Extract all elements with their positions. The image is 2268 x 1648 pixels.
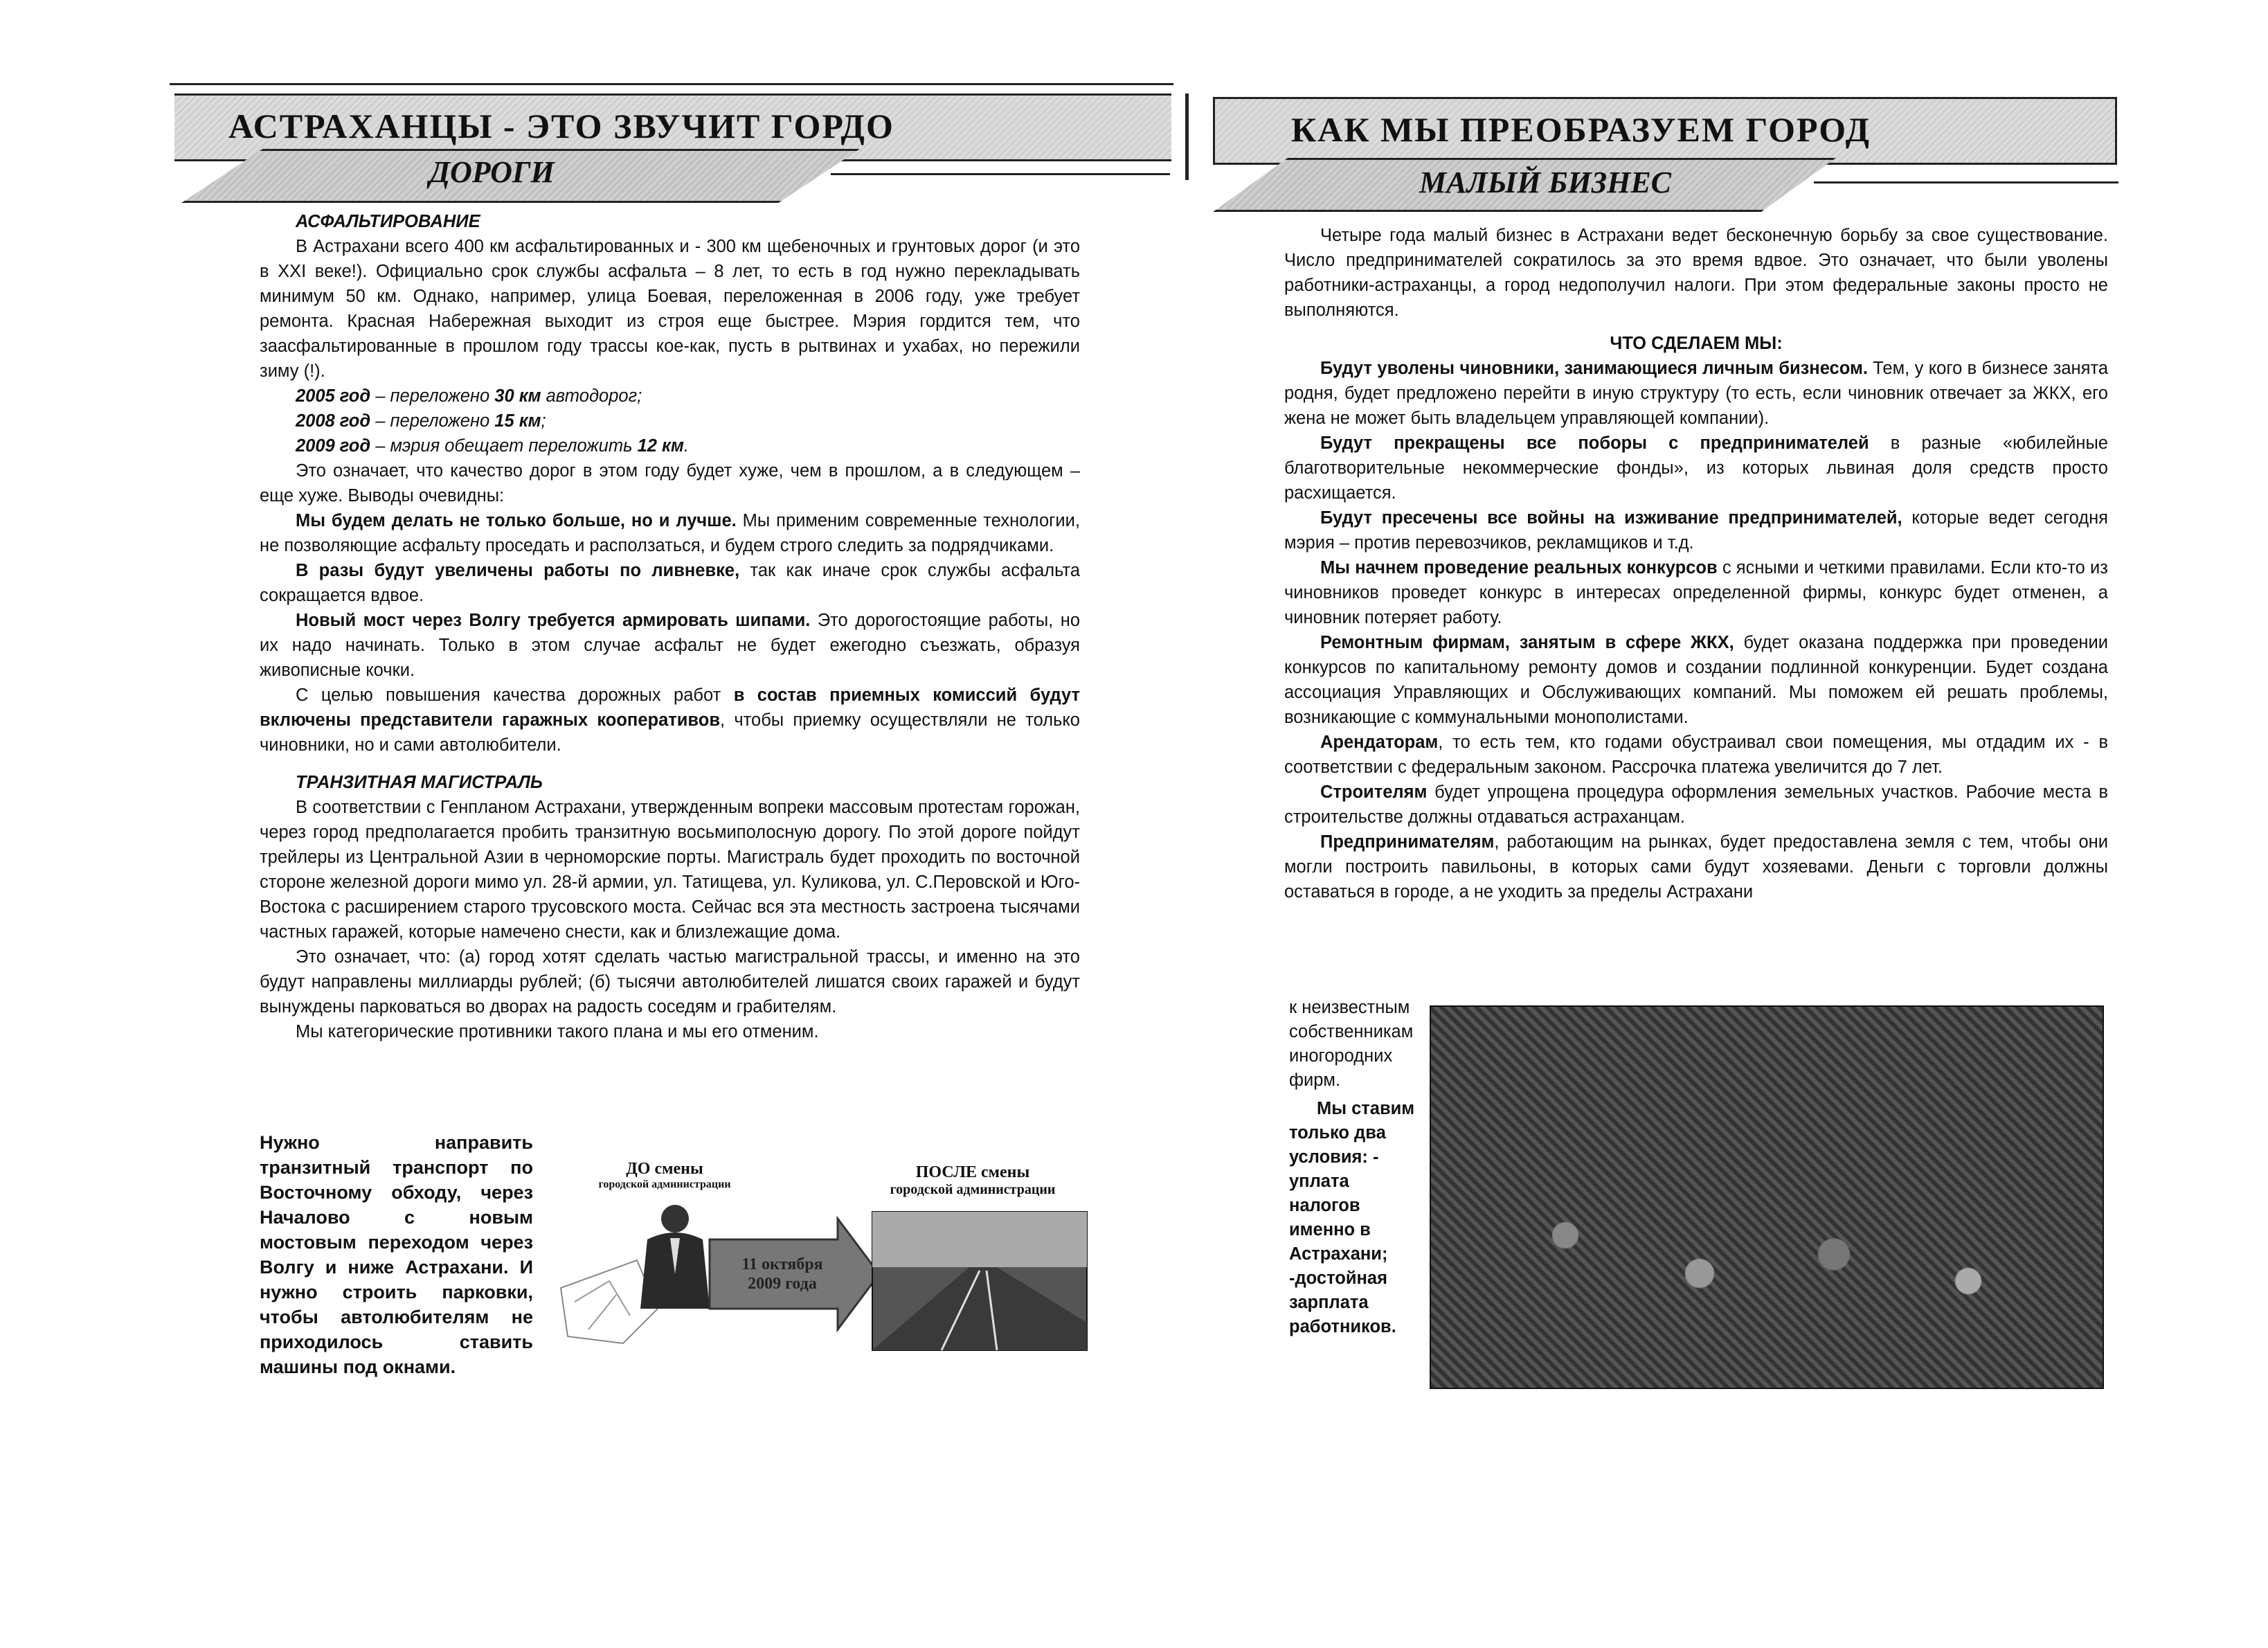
right-column <box>1284 223 2108 904</box>
year-2008: 2008 год – переложено 15 км; <box>296 411 546 431</box>
transit-paragraph-1: В соответствии с Генпланом Астрахани, утвержденным вопреки массовым протестам горожан, через город предполагается пробить транзитную восьмиполосную дорогу. По этой дороге пойдут трейлеры из Центральной Азии в черноморские порты. Магистраль будет проходить по восточной стороне железной дороги мимо ул. 28-й армии, ул. Татищева, ул. Куликова, ул. С.Перовской и Юго-Востока с расширением старого трусовского моста. Сейчас вся эта местность застроена тысячами частных гаражей, которые намечено снести, как и близлежащие дома. <box>260 798 1080 942</box>
business-point-8: Предпринимателям, работающим на рынках, будет предоставлена земля с тем, чтобы они могли построить павильоны, в которых сами будут хозяевами. Деньги с торговли должны оставаться в городе, а не уходить за пределы Астрахани <box>1284 832 2108 902</box>
transit-paragraph-2: Это означает, что: (а) город хотят сделать частью магистральной трассы, и именно на это будут направлены миллиарды рублей; (б) тысячи автолюбителей лишатся своих гаражей и будут вынуждены парковаться во дворах на радость соседям и грабителям. <box>260 947 1080 1016</box>
business-point-2: Будут прекращены все поборы с предпринимателей в разные «юбилейные благотворительные некоммерческие фонды», из которых львиная доля средств просто расхищается. <box>1284 433 2108 503</box>
right-sub-rule <box>1814 181 2118 183</box>
transit-proposal-block: Нужно направить транзитный транспорт по Восточному обходу, через Началово с новым мостовым переходом через Волгу и ниже Астрахани. И нужно строить парковки, чтобы автолюбителям не приходилось ставить машины под окнами. <box>260 1132 533 1377</box>
heading-what-we-do: ЧТО СДЕЛАЕМ МЫ: <box>1610 334 1783 353</box>
arrow-date-text: 11 октября 2009 года <box>741 1255 823 1293</box>
asphalt-paragraph-1: В Астрахани всего 400 км асфальтированных и - 300 км щебеночных и грунтовых дорог (и это в XXI веке!). Официально срок службы асфальта – 8 лет, то есть в год нужно перекладывать минимум 50 км. Однако, например, улица Боевая, переложенная в 2006 году, уже требует ремонта. Красная Набережная выходит из строя еще быстрее. Мэрия гордится тем, что заасфальтированные в прошлом году трассы кое-как, пусть в рытвинах и ухабах, но пережили зиму (!). <box>260 237 1080 381</box>
market-crowd-photo <box>1430 1005 2104 1389</box>
business-point-7: Строителям будет упрощена процедура оформления земельных участков. Рабочие места в строительстве должны отдаваться астраханцам. <box>1284 782 2108 827</box>
wrap-text-1: к неизвестным собственникам иногородних фирм. <box>1289 998 1414 1090</box>
asphalt-paragraph-5: Новый мост через Волгу требуется армировать шипами. Это дорогостоящие работы, но их надо начинать. Только в этом случае асфальт не будет ежегодно съезжать, образуя живописные кочки. <box>260 611 1080 680</box>
wrap-text-2: Мы ставим только два условия: - уплата налогов именно в Астрахани; -достойная зарплата работников. <box>1289 1099 1415 1336</box>
asphalt-paragraph-4: В разы будут увеличены работы по ливневке, так как иначе срок службы асфальта сокращается вдвое. <box>260 561 1080 605</box>
road-photo <box>872 1212 1087 1350</box>
year-2009: 2009 год – мэрия обещает переложить 12 км. <box>296 436 689 456</box>
left-sub-rule <box>831 173 1170 175</box>
after-label: ПОСЛЕ смены городской администрации <box>890 1163 1056 1197</box>
business-intro: Четыре года малый бизнес в Астрахани ведет бесконечную борьбу за свое существование. Число предпринимателей сократилось за это время вдвое. Это означает, что были уволены работники-астраханцы, а город недополучил налоги. При этом федеральные законы просто не выполняются. <box>1284 226 2108 320</box>
business-point-3: Будут пресечены все войны на изживание предпринимателей, которые ведет сегодня мэрия – против перевозчиков, рекламщиков и т.д. <box>1284 508 2108 553</box>
business-point-5: Ремонтным фирмам, занятым в сфере ЖКХ, будет оказана поддержка при проведении конкурсов по капитальному ремонту домов и создании подлинной конкуренции. Будет создана ассоциация Управляющих и Обслуживающих компаний. Мы поможем ей решать проблемы, возникающие с коммунальными монополистами. <box>1284 633 2108 727</box>
asphalt-paragraph-2: Это означает, что качество дорог в этом году будет хуже, чем в прошлом, а в следующем – еще хуже. Выводы очевидны: <box>260 461 1080 505</box>
left-sub-title: ДОРОГИ <box>429 155 555 189</box>
before-label: ДО смены городской администрации <box>598 1160 731 1190</box>
business-point-4: Мы начнем проведение реальных конкурсов с ясными и четкими правилами. Если кто-то из чиновников проведет конкурс в интересах определенной фирмы, конкурс будет отменен, а чиновник потеряет работу. <box>1284 558 2108 627</box>
left-banner-title: АСТРАХАНЦЫ - ЭТО ЗВУЧИТ ГОРДО <box>228 107 894 145</box>
business-point-1: Будут уволены чиновники, занимающиеся личным бизнесом. Тем, у кого в бизнесе занята родня, будет предложено перейти в иную структуру (то есть, если чиновник отвечает за ЖКХ, его жена не может быть владельцем управляющей компании). <box>1284 359 2108 428</box>
asphalt-paragraph-6: С целью повышения качества дорожных работ в состав приемных комиссий будут включены представители гаражных кооперативов, чтобы приемку осуществляли не только чиновники, но и сами автолюбители. <box>260 686 1080 755</box>
left-column <box>260 209 1080 1044</box>
top-rule-left <box>170 83 1173 85</box>
year-2005: 2005 год – переложено 30 км автодорог; <box>296 386 642 406</box>
heading-transit: ТРАНЗИТНАЯ МАГИСТРАЛЬ <box>296 773 543 792</box>
heading-asphalt: АСФАЛЬТИРОВАНИЕ <box>296 212 480 231</box>
transit-paragraph-3: Мы категорические противники такого плана и мы его отменим. <box>296 1022 819 1041</box>
official-figure <box>640 1205 710 1309</box>
center-divider <box>1185 93 1189 180</box>
wrap-column <box>1289 996 1417 1339</box>
right-banner-title: КАК МЫ ПРЕОБРАЗУЕМ ГОРОД <box>1291 110 1871 149</box>
right-sub-title: МАЛЫЙ БИЗНЕС <box>1419 165 1672 199</box>
asphalt-paragraph-3: Мы будем делать не только больше, но и лучше. Мы применим современные технологии, не позволяющие асфальту проседать и расползаться, и будем строго следить за подрядчиками. <box>260 511 1080 555</box>
business-point-6: Арендаторам, то есть тем, кто годами обустраивал свои помещения, мы отдадим их - в соответствии с федеральным законом. Рассрочка платежа увеличится до 7 лет. <box>1284 733 2108 777</box>
